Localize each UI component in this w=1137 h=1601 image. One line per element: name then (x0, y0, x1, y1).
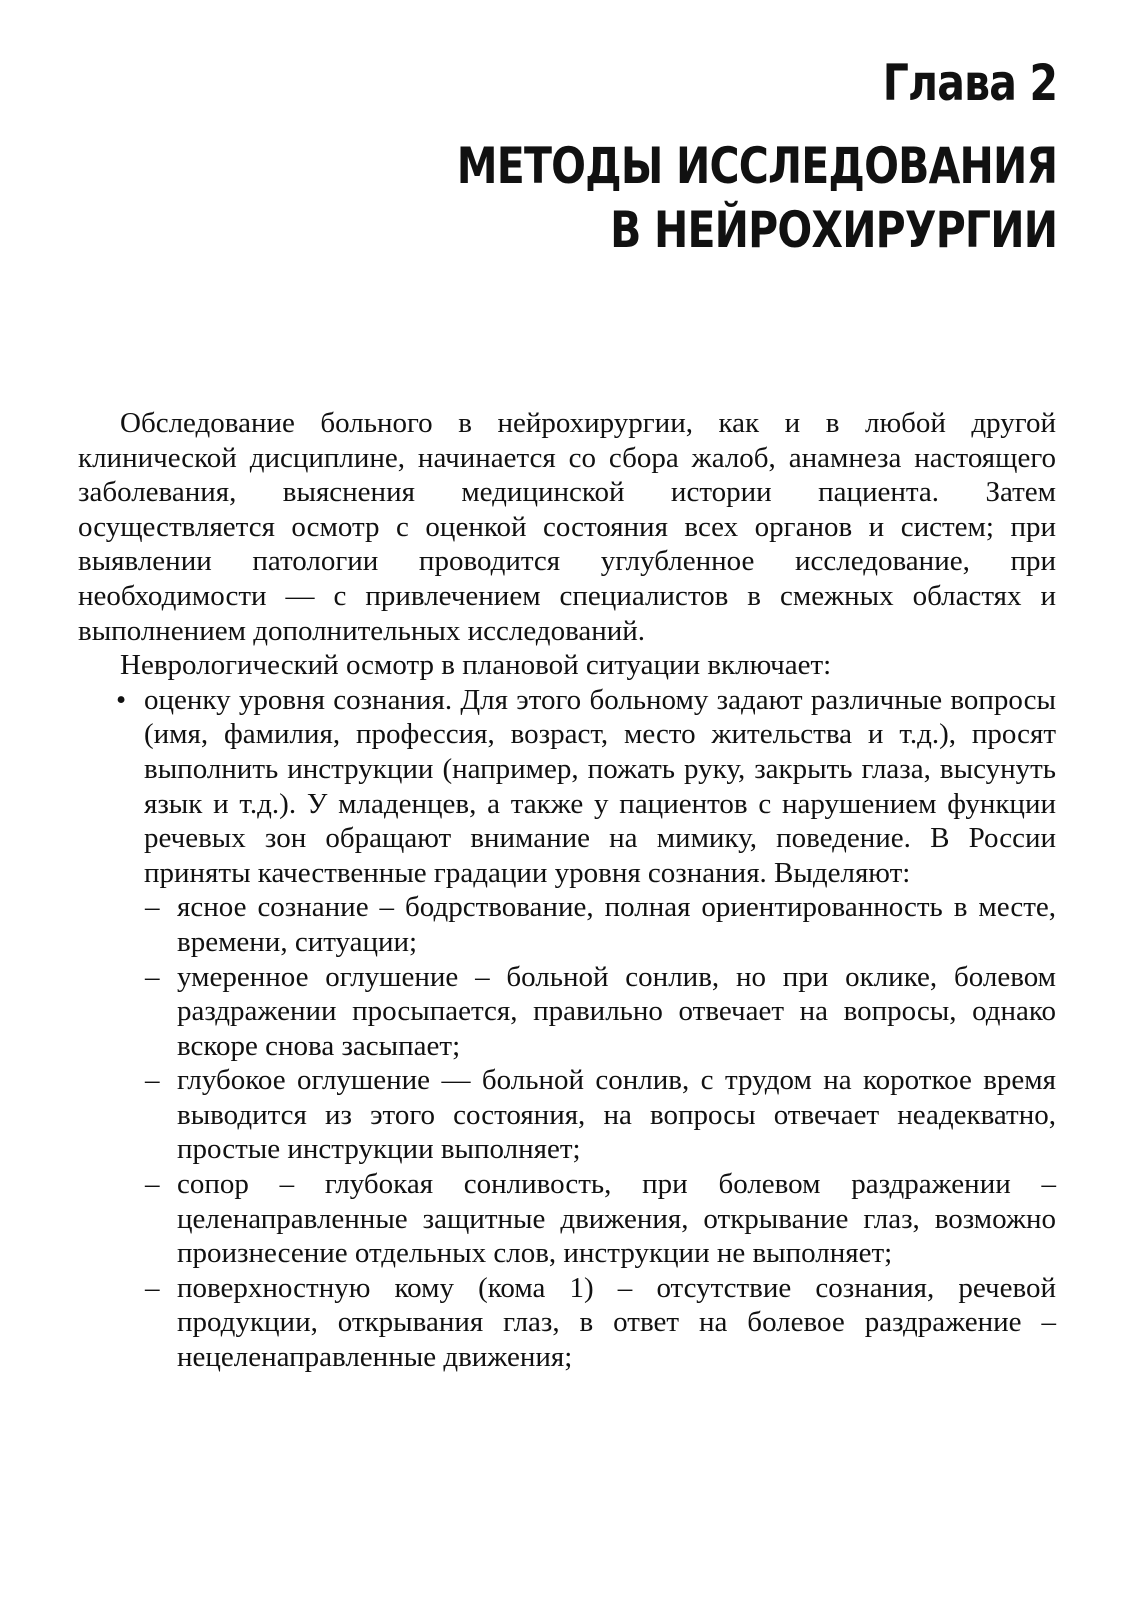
chapter-heading (325, 54, 1057, 262)
dash-item: – умеренное оглушение – больной сонлив, но при оклике, болевом раздражении просыпается, правильно отвечает на вопросы, однако вскоре снова засыпает; (177, 960, 1056, 1064)
intro-paragraph: Обследование больного в нейрохирургии, как и в любой другой клинической дисциплине, начинается со сбора жалоб, анамнеза настоящего заболевания, выяснения медицинской истории пациента. Затем осуществляется осмотр с оценкой состояния всех органов и систем; при выявлении патологии проводится углубленное исследование, при необходимости — с привлечением специалистов в смежных областях и выполнением дополнительных исследований. (78, 407, 1056, 647)
consciousness-levels-list (144, 890, 1056, 1374)
exam-bullet-list (78, 683, 1056, 1375)
dash-item: – поверхностную кому (кома 1) – отсутствие сознания, речевой продукции, открывания глаз, в ответ на болевое раздражение – нецеленаправленные движения; (177, 1271, 1056, 1375)
bullet-item (144, 683, 1056, 1375)
body-text (78, 406, 1056, 1375)
chapter-title-line: В НЕЙРОХИРУРГИИ (609, 201, 1057, 259)
dash-item: – глубокое оглушение — больной сонлив, с трудом на короткое время выводится из этого состояния, на вопросы отвечает неадекватно, простые инструкции выполняет; (177, 1063, 1056, 1167)
bullet-item-text: • оценку уровня сознания. Для этого больному задают различные вопросы (имя, фамилия, профессия, возраст, место жительства и т.д.), просят выполнить инструкции (например, пожать руку, закрыть глаза, высунуть язык и т.д.). У младенцев, а также у пациентов с нарушением функции речевых зон обращают внимание на мимику, поведение. В России приняты качественные градации уровня сознания. Выделяют: (144, 683, 1056, 889)
chapter-title-line: МЕТОДЫ ИССЛЕДОВАНИЯ (456, 137, 1057, 195)
chapter-label: Глава 2 (882, 54, 1057, 112)
dash-item: – ясное сознание – бодрствование, полная ориентированность в месте, времени, ситуации; (177, 890, 1056, 959)
dash-item: – сопор – глубокая сонливость, при болевом раздражении – целенаправленные защитные движения, открывание глаз, возможно произнесение отдельных слов, инструкции не выполняет; (177, 1167, 1056, 1271)
chapter-title (457, 134, 1057, 262)
lead-paragraph: Неврологический осмотр в плановой ситуации включает: (120, 649, 832, 682)
